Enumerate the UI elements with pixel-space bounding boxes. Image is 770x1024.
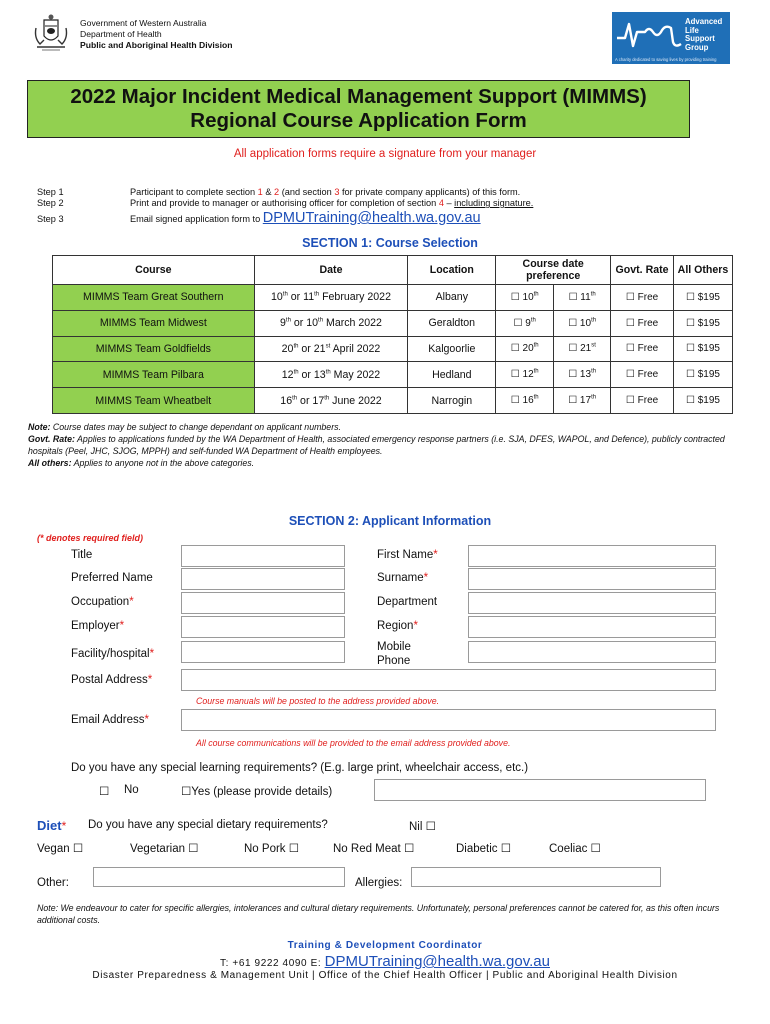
step-1-text: Participant to complete section 1 & 2 (and section 3 for private company applicants) of this form. — [130, 187, 521, 197]
diet-allergies-field[interactable] — [411, 867, 661, 887]
title-field[interactable] — [181, 545, 345, 567]
col-all-others: All Others — [674, 256, 733, 285]
course-date: 12th or 13th May 2022 — [254, 362, 408, 388]
alsg-tagline: A charity dedicated to saving lives by providing training — [615, 57, 717, 62]
date-preference-2-checkbox[interactable]: ☐ 10th — [554, 310, 611, 336]
date-preference-1-checkbox[interactable]: ☐ 20th — [496, 336, 554, 362]
govt-rate-checkbox[interactable]: ☐ Free — [611, 285, 674, 311]
email-address-field[interactable] — [181, 709, 716, 731]
preferred-name-field[interactable] — [181, 568, 345, 590]
diet-other-field[interactable] — [93, 867, 345, 887]
government-wa-logo — [28, 14, 238, 56]
step-3 — [37, 210, 737, 226]
employer-field[interactable] — [181, 616, 345, 638]
occupation-field[interactable] — [181, 592, 345, 614]
course-name: MIMMS Team Goldfields — [53, 336, 255, 362]
region-field[interactable] — [468, 616, 716, 638]
email-address-hint: All course communications will be provided to the email address provided above. — [196, 738, 511, 748]
postal-address-label: Postal Address* — [71, 674, 153, 686]
step-3-text: Email signed application form to DPMUTraining@health.wa.gov.au — [130, 210, 481, 226]
employer-label: Employer* — [71, 620, 125, 632]
col-date-preference: Course date preference — [496, 256, 611, 285]
first-name-label: First Name* — [377, 549, 438, 561]
date-preference-1-checkbox[interactable]: ☐ 9th — [496, 310, 554, 336]
course-date: 9th or 10th March 2022 — [254, 310, 408, 336]
col-date: Date — [254, 256, 408, 285]
step-3-email-link[interactable]: DPMUTraining@health.wa.gov.au — [262, 210, 481, 226]
step-1 — [37, 187, 737, 198]
diet-note: Note: We endeavour to cater for specific allergies, intolerances and cultural dietary requirements. Unfortunately, personal preferences cannot be catered for, as this often incurs additional costs. — [37, 903, 720, 925]
date-preference-1-checkbox[interactable]: ☐ 12th — [496, 362, 554, 388]
form-title-line-1: 2022 Major Incident Medical Management Support (MIMMS) — [70, 85, 647, 108]
footer-phone: T: +61 9222 4090 E: — [220, 958, 325, 969]
diet-coeliac-checkbox[interactable]: Coeliac ☐ — [549, 843, 601, 855]
department-label: Department — [377, 596, 438, 608]
date-preference-2-checkbox[interactable]: ☐ 13th — [554, 362, 611, 388]
form-title-box — [27, 80, 690, 138]
section-2-heading: SECTION 2: Applicant Information — [288, 514, 492, 528]
course-location: Albany — [408, 285, 496, 311]
govt-rate-checkbox[interactable]: ☐ Free — [611, 336, 674, 362]
special-details-field[interactable] — [374, 779, 706, 801]
diet-allergies-label: Allergies: — [355, 877, 403, 889]
gov-logo-text — [80, 18, 232, 51]
col-govt-rate: Govt. Rate — [611, 256, 674, 285]
govt-rate-checkbox[interactable]: ☐ Free — [611, 310, 674, 336]
course-name: MIMMS Team Pilbara — [53, 362, 255, 388]
mobile-phone-field[interactable] — [468, 641, 716, 663]
alsg-wave-icon — [615, 18, 683, 52]
course-selection-table — [52, 255, 733, 414]
col-location: Location — [408, 256, 496, 285]
course-row — [53, 388, 733, 414]
course-row — [53, 362, 733, 388]
footer-contact — [0, 953, 770, 970]
department-field[interactable] — [468, 592, 716, 614]
special-no-checkbox[interactable]: ☐ — [99, 786, 110, 798]
date-preference-1-checkbox[interactable]: ☐ 10th — [496, 285, 554, 311]
all-others-checkbox[interactable]: ☐ $195 — [674, 388, 733, 414]
postal-address-field[interactable] — [181, 669, 716, 691]
step-2-text: Print and provide to manager or authorising officer for completion of section 4 – including signature. — [130, 198, 534, 208]
note-dates: Note: Course dates may be subject to change dependant on applicant numbers. — [28, 422, 341, 432]
email-address-label: Email Address* — [71, 714, 149, 726]
special-requirements-question: Do you have any special learning requirements? (E.g. large print, wheelchair access, etc.) — [71, 762, 529, 774]
course-location: Narrogin — [408, 388, 496, 414]
note-all-others: All others: Applies to anyone not in the above categories. — [28, 458, 255, 468]
required-field-note: (* denotes required field) — [37, 533, 144, 543]
date-preference-1-checkbox[interactable]: ☐ 16th — [496, 388, 554, 414]
special-no-label: No — [124, 784, 139, 796]
special-yes-checkbox[interactable]: ☐Yes (please provide details) — [181, 786, 333, 798]
course-row — [53, 336, 733, 362]
course-date: 10th or 11th February 2022 — [254, 285, 408, 311]
diet-diabetic-checkbox[interactable]: Diabetic ☐ — [456, 843, 512, 855]
form-title-line-2: Regional Course Application Form — [190, 109, 527, 132]
course-name: MIMMS Team Great Southern — [53, 285, 255, 311]
all-others-checkbox[interactable]: ☐ $195 — [674, 362, 733, 388]
course-name: MIMMS Team Wheatbelt — [53, 388, 255, 414]
course-name: MIMMS Team Midwest — [53, 310, 255, 336]
footer-org-line: Disaster Preparedness & Management Unit | Office of the Chief Health Officer | Public and Aboriginal Health Division — [92, 970, 678, 981]
first-name-field[interactable] — [468, 545, 716, 567]
diet-other-label: Other: — [37, 877, 69, 889]
date-preference-2-checkbox[interactable]: ☐ 21st — [554, 336, 611, 362]
date-preference-2-checkbox[interactable]: ☐ 11th — [554, 285, 611, 311]
region-label: Region* — [377, 620, 418, 632]
footer-email-link[interactable]: DPMUTraining@health.wa.gov.au — [324, 953, 550, 970]
step-2 — [37, 198, 737, 209]
gov-line-3: Public and Aboriginal Health Division — [80, 40, 233, 50]
diet-vegan-checkbox[interactable]: Vegan ☐ — [37, 843, 84, 855]
surname-label: Surname* — [377, 572, 429, 584]
course-date: 20th or 21st April 2022 — [254, 336, 408, 362]
section-1-heading: SECTION 1: Course Selection — [302, 236, 478, 250]
course-table-header — [53, 256, 733, 285]
preferred-name-label: Preferred Name — [71, 572, 153, 584]
course-location: Hedland — [408, 362, 496, 388]
step-1-label: Step 1 — [37, 187, 64, 197]
title-label: Title — [71, 549, 93, 561]
course-location: Kalgoorlie — [408, 336, 496, 362]
gov-line-2: Department of Health — [80, 29, 162, 39]
diet-no-pork-checkbox[interactable]: No Pork ☐ — [244, 843, 300, 855]
govt-rate-checkbox[interactable]: ☐ Free — [611, 362, 674, 388]
diet-heading: Diet* — [37, 818, 67, 833]
wa-crest-icon — [28, 14, 74, 54]
all-others-checkbox[interactable]: ☐ $195 — [674, 336, 733, 362]
course-notes — [28, 421, 728, 469]
footer-coordinator: Training & Development Coordinator — [287, 940, 483, 951]
all-others-checkbox[interactable]: ☐ $195 — [674, 285, 733, 311]
all-others-checkbox[interactable]: ☐ $195 — [674, 310, 733, 336]
col-course: Course — [53, 256, 255, 285]
course-location: Geraldton — [408, 310, 496, 336]
diet-question: Do you have any special dietary requirements? — [88, 819, 328, 831]
diet-vegetarian-checkbox[interactable]: Vegetarian ☐ — [130, 843, 199, 855]
govt-rate-checkbox[interactable]: ☐ Free — [611, 388, 674, 414]
step-3-label: Step 3 — [37, 214, 64, 224]
note-govt-rate: Govt. Rate: Applies to applications funded by the WA Department of Health, associated emergency response partners (i.e. SJA, DFES, WAPOL, and Defence), publicly contracted hospitals (Peel, JHC, SJOG, MPPH) and self-funded WA Department of Health employees. — [28, 434, 725, 456]
course-date: 16th or 17th June 2022 — [254, 388, 408, 414]
alsg-name: Advanced Life Support Group — [685, 17, 723, 52]
occupation-label: Occupation* — [71, 596, 134, 608]
facility-label: Facility/hospital* — [71, 648, 155, 660]
surname-field[interactable] — [468, 568, 716, 590]
signature-requirement-note: All application forms require a signature from your manager — [233, 148, 537, 160]
date-preference-2-checkbox[interactable]: ☐ 17th — [554, 388, 611, 414]
steps-list — [37, 187, 737, 225]
gov-line-1: Government of Western Australia — [80, 18, 207, 28]
diet-nil-checkbox[interactable]: Nil ☐ — [409, 821, 436, 833]
step-2-label: Step 2 — [37, 198, 64, 208]
facility-field[interactable] — [181, 641, 345, 663]
mobile-phone-label: Mobile Phone — [377, 641, 411, 667]
course-row — [53, 310, 733, 336]
course-row — [53, 285, 733, 311]
alsg-logo — [612, 12, 730, 64]
postal-address-hint: Course manuals will be posted to the address provided above. — [196, 696, 440, 706]
diet-no-red-meat-checkbox[interactable]: No Red Meat ☐ — [333, 843, 415, 855]
